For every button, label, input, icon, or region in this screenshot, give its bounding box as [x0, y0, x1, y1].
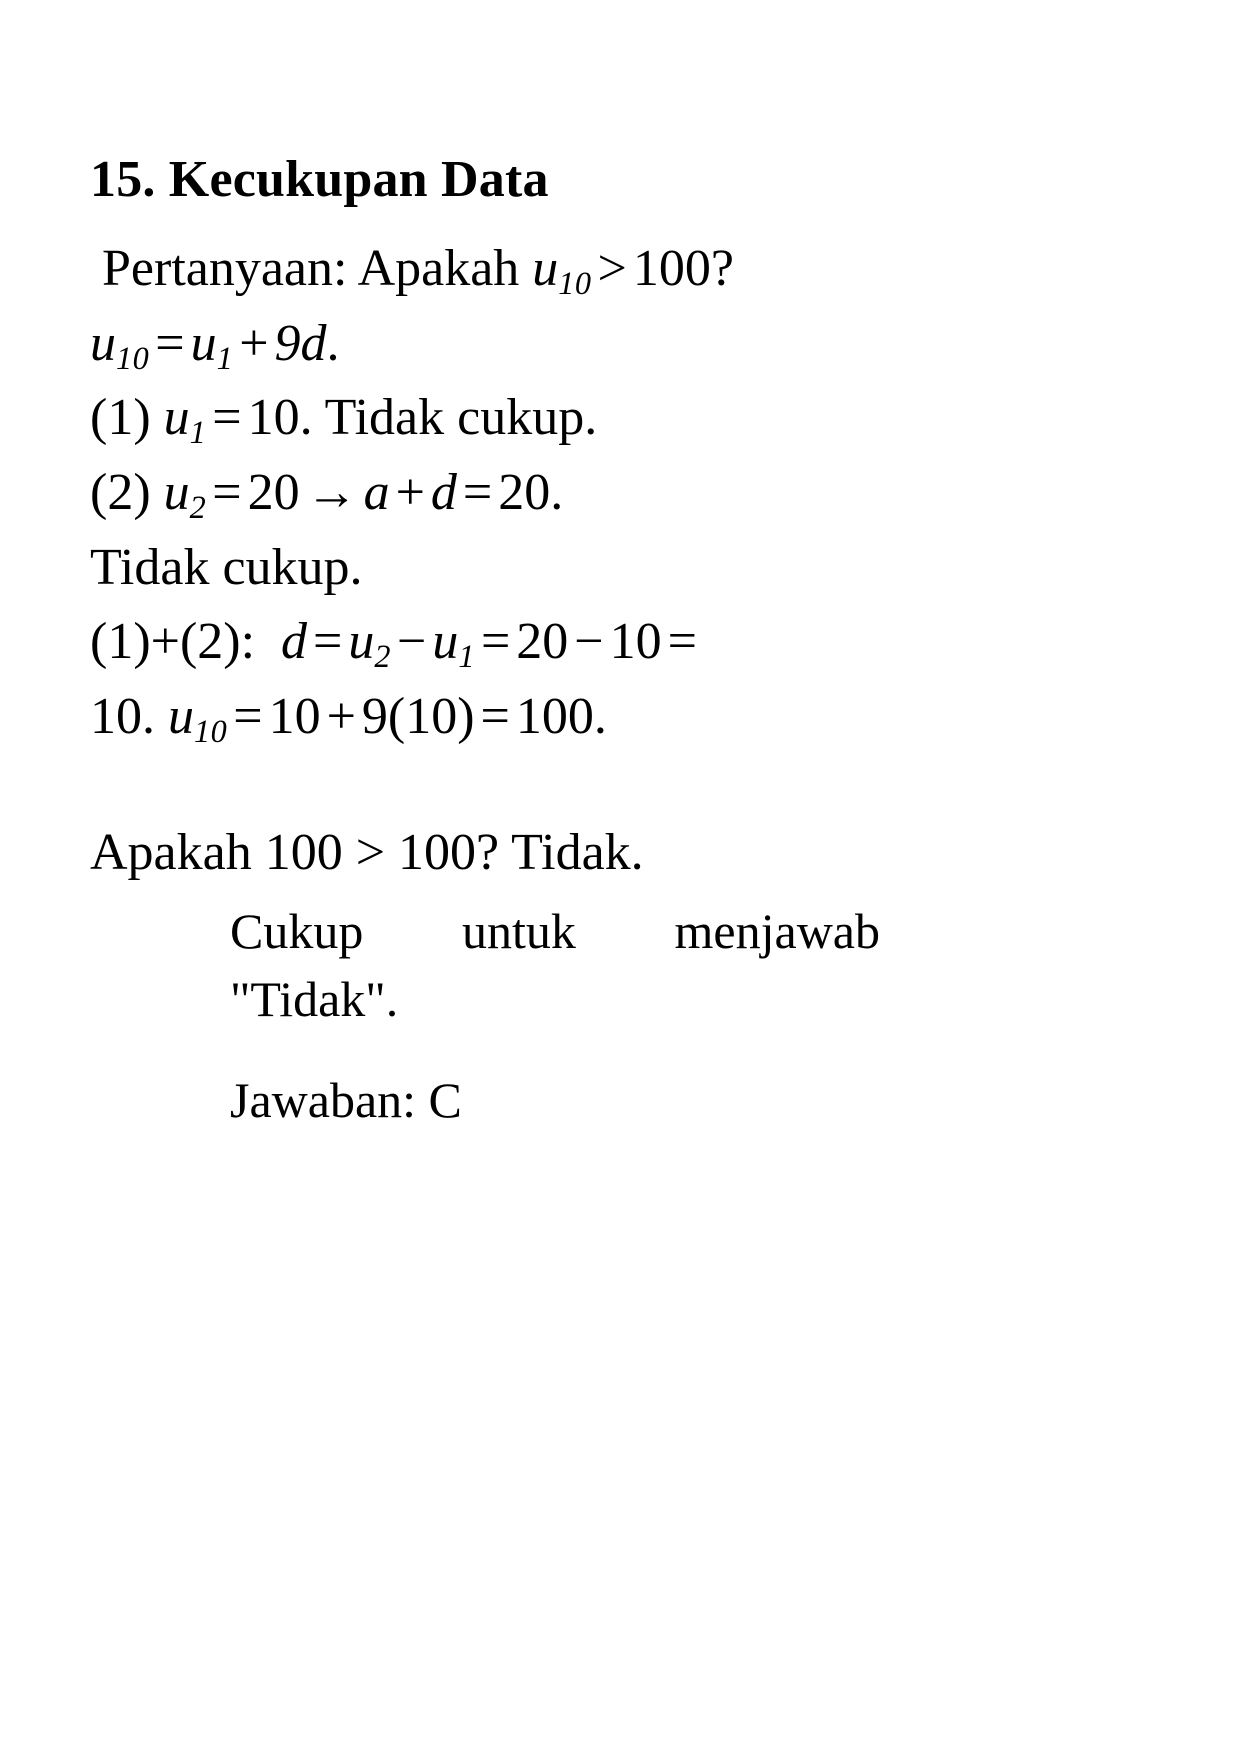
statement-1-value: 10. Tidak cukup.	[247, 389, 598, 447]
formula-line	[90, 307, 1150, 382]
equals-operator: =	[480, 612, 511, 670]
statement-2-value: 20	[247, 464, 300, 522]
value-9x10: 9(10)	[361, 687, 475, 745]
arrow-icon: →	[305, 464, 358, 522]
statement-2-line	[90, 456, 1150, 531]
variable-u2: $u_2$	[163, 464, 207, 526]
question-text: Pertanyaan: Apakah	[102, 239, 520, 297]
term-9d: 9d	[274, 314, 327, 372]
variable-u1: $u_1$	[432, 612, 475, 674]
variable-u10: $u_{10}$	[90, 314, 150, 376]
sufficiency-line-2: "Tidak".	[230, 970, 399, 1027]
question-line	[90, 232, 1150, 307]
value-20: 20	[516, 612, 569, 670]
equals-operator: =	[480, 687, 510, 745]
equals-operator: =	[313, 612, 343, 670]
equals-operator: =	[462, 464, 493, 522]
question-value: 100?	[632, 239, 734, 297]
plus-operator: +	[239, 314, 269, 372]
statement-1-line	[90, 381, 1150, 456]
equals-operator: =	[667, 612, 697, 670]
combined-line-2	[90, 680, 1150, 755]
statement-2-label: (2)	[90, 464, 151, 522]
sufficiency-block	[90, 898, 1150, 1135]
combined-label: (1)+(2):	[90, 612, 256, 670]
value-10: 10	[268, 687, 321, 745]
variable-a: a	[363, 464, 390, 522]
minus-operator: −	[397, 612, 427, 670]
variable-u10: $u_{10}$	[532, 239, 592, 301]
variable-u1: $u_1$	[190, 314, 234, 376]
conclusion-question-line: Apakah 100 > 100? Tidak.	[90, 824, 644, 882]
equals-operator: =	[212, 464, 242, 522]
sufficiency-line-1: Cukup untuk menjawab	[230, 903, 880, 960]
variable-u2: $u_2$	[348, 612, 391, 674]
period: .	[326, 314, 340, 372]
plus-operator: +	[326, 687, 356, 745]
equals-operator: =	[155, 314, 185, 372]
statement-2-result: 20.	[498, 464, 564, 522]
minus-operator: −	[574, 612, 604, 670]
spacer	[90, 754, 1150, 816]
value-10: 10.	[90, 687, 155, 745]
variable-d: d	[281, 612, 308, 670]
value-100: 100.	[515, 687, 607, 745]
variable-u10: $u_{10}$	[168, 687, 228, 749]
answer-line: Jawaban: C	[230, 1072, 462, 1129]
value-10: 10	[609, 612, 662, 670]
greater-than-operator: >	[597, 239, 627, 297]
statement-1-label: (1)	[90, 389, 151, 447]
statement-2-continuation: Tidak cukup.	[90, 538, 363, 596]
page-title: 15. Kecukupan Data	[90, 151, 549, 208]
variable-u1: $u_1$	[163, 389, 207, 451]
combined-line-1	[90, 605, 1150, 680]
plus-operator: +	[395, 464, 425, 522]
equals-operator: =	[233, 687, 263, 745]
variable-d: d	[430, 464, 457, 522]
equals-operator: =	[212, 389, 242, 447]
